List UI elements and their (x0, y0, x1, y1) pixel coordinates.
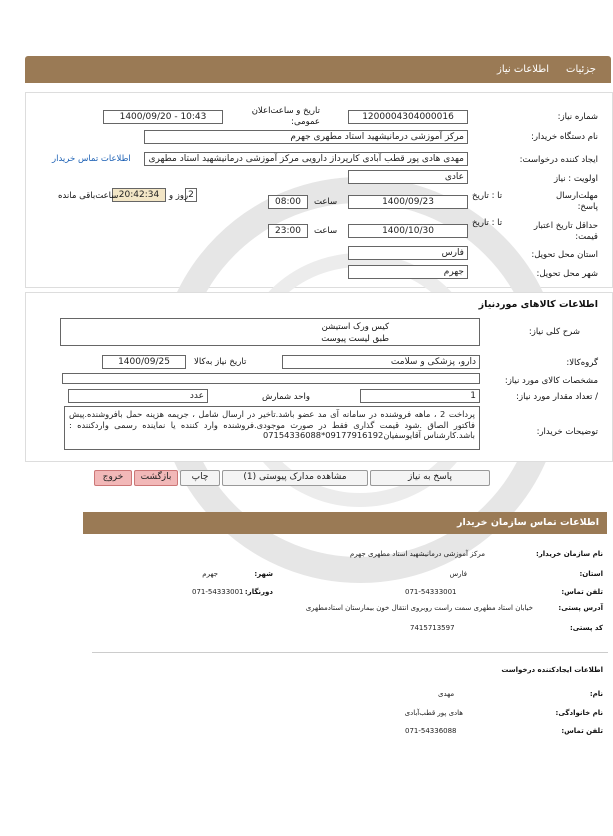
reply-time-field: 08:00 (268, 195, 308, 209)
need-date-label: تاریخ نیاز به‌کالا (194, 357, 247, 367)
page-header (25, 56, 611, 83)
priority-label: اولویت : نیاز (553, 174, 598, 184)
goods-desc-field (60, 318, 480, 346)
creator-phone-value: 071-54336088 (405, 727, 457, 735)
contact-city-label: شهر: (254, 570, 273, 578)
creator-title: اطلاعات ایجادکننده درخواست (501, 666, 603, 674)
buyer-name-label: نام سازمان خریدار: (535, 550, 603, 558)
unit-label: واحد شمارش (262, 392, 310, 402)
delivery-city-label: شهر محل تحویل: (536, 269, 598, 279)
requester-field: مهدی هادی پور قطب آبادی کارپرداز دارویی مرکز آموزشی درمانیشهید استاد مطهری (144, 152, 468, 166)
remaining-label: ساعت‌باقی مانده (58, 191, 119, 201)
announce-date-field: 1400/09/20 - 10:43 (103, 110, 223, 124)
first-name-value: مهدی (438, 690, 455, 698)
reply-to-date-label: تا : تاریخ (472, 191, 503, 201)
address-value: خیابان استاد مطهری سمت راست روبروی انتقال خون بیمارستان استادمطهری (305, 604, 533, 612)
validity-to-date-label: تا : تاریخ (472, 218, 503, 228)
buyer-notes-label: توضیحات خریدار: (536, 427, 598, 437)
validity-time-field: 23:00 (268, 224, 308, 238)
buyer-notes-field: پرداخت 2 ، ماهه فروشنده در سامانه آی مد عضو باشد.تاخیر در ارسال شامل ، جریمه هزینه حمل بافروشنده.پیش فاکتور الصاق .شود قیمت گذاری فقط در صورت موجودی.فروشنده وارد کننده یا نماینده رسمی واردکننده : باشد.کارشناس آقایوسفیان09177916192*07154336088 (64, 406, 480, 450)
goods-desc-line1: کیس ورک استیشن (321, 322, 389, 332)
reply-hour-label: ساعت (314, 197, 338, 207)
goods-group-label: گروه‌کالا: (566, 358, 598, 368)
unit-field: عدد (68, 389, 208, 403)
contact-province-value: فارس (449, 570, 467, 578)
delivery-province-field: فارس (348, 246, 468, 260)
delivery-city-field: جهرم (348, 265, 468, 279)
need-number-field: 1200004304000016 (348, 110, 468, 124)
buyer-name-value: مرکز آموزشی درمانیشهید استاد مطهری جهرم (349, 550, 485, 558)
postal-value: 7415713597 (410, 624, 455, 632)
need-date-field: 1400/09/25 (102, 355, 186, 369)
remaining-days-field: 2 (185, 188, 197, 202)
exit-button[interactable]: خروج (94, 470, 132, 486)
need-number-label: شماره نیاز: (557, 112, 598, 122)
specs-label: مشخصات کالای مورد نیاز: (504, 376, 598, 386)
contact-phone-value: 071-54333001 (405, 588, 457, 596)
contact-fax-label: دورنگار: (244, 588, 273, 596)
last-name-value: هادی پور قطب‌آبادی (404, 709, 463, 717)
announce-date-label: تاریخ و ساعت‌اعلان عمومی: (251, 106, 320, 127)
validity-hour-label: ساعت (314, 226, 338, 236)
print-button[interactable]: چاپ (180, 470, 220, 486)
buyer-org-field: مرکز آموزشی درمانیشهید استاد مطهری جهرم (144, 130, 468, 144)
contact-province-label: استان: (579, 570, 603, 578)
address-label: آدرس پستی: (558, 604, 603, 612)
delivery-province-label: استان محل تحویل: (531, 250, 598, 260)
validity-date-field: 1400/10/30 (348, 224, 468, 238)
remaining-time-field: 20:42:34 (112, 188, 166, 202)
qty-label: / تعداد مقدار مورد نیاز: (516, 392, 598, 402)
reply-deadline-label: مهلت‌ارسال پاسخ: (556, 191, 598, 212)
remaining-days-label: روز و (169, 191, 189, 201)
goods-section-title: اطلاعات کالاهای موردنیاز (478, 299, 598, 310)
first-name-label: نام: (589, 690, 603, 698)
reply-date-field: 1400/09/23 (348, 195, 468, 209)
tab-details[interactable]: جزئیات (566, 64, 596, 75)
last-name-label: نام خانوادگی: (555, 709, 603, 717)
priority-field: عادی (348, 170, 468, 184)
postal-label: کد پستی: (569, 624, 603, 632)
specs-field (62, 373, 480, 384)
goods-group-field: دارو، پزشکی و سلامت (282, 355, 480, 369)
goods-desc-label: شرح کلی نیاز: (528, 327, 580, 337)
qty-field: 1 (360, 389, 480, 403)
price-validity-label: حداقل تاریخ اعتبار قیمت: (533, 221, 598, 242)
goods-desc-line2: طبق لیست پیوست (321, 334, 389, 344)
back-button[interactable]: بازگشت (134, 470, 178, 486)
contact-section-title: اطلاعات تماس سازمان خریدار (456, 517, 599, 528)
contact-city-value: جهرم (202, 570, 218, 578)
requester-label: ایجاد کننده درخواست: (519, 155, 598, 165)
reply-button[interactable]: پاسخ به نیاز (370, 470, 490, 486)
contact-phone-label: تلفن تماس: (561, 588, 603, 596)
buyer-contact-link[interactable]: اطلاعات تماس خریدار (52, 154, 131, 164)
attachments-button[interactable]: مشاهده مدارک پیوستی (1) (222, 470, 368, 486)
buyer-org-label: نام دستگاه خریدار: (531, 132, 598, 142)
divider (92, 652, 608, 653)
creator-phone-label: تلفن تماس: (561, 727, 603, 735)
contact-fax-value: 071-54333001 (192, 588, 244, 596)
tab-need-info[interactable]: اطلاعات نیاز (497, 64, 549, 75)
contact-section-header (83, 512, 607, 534)
